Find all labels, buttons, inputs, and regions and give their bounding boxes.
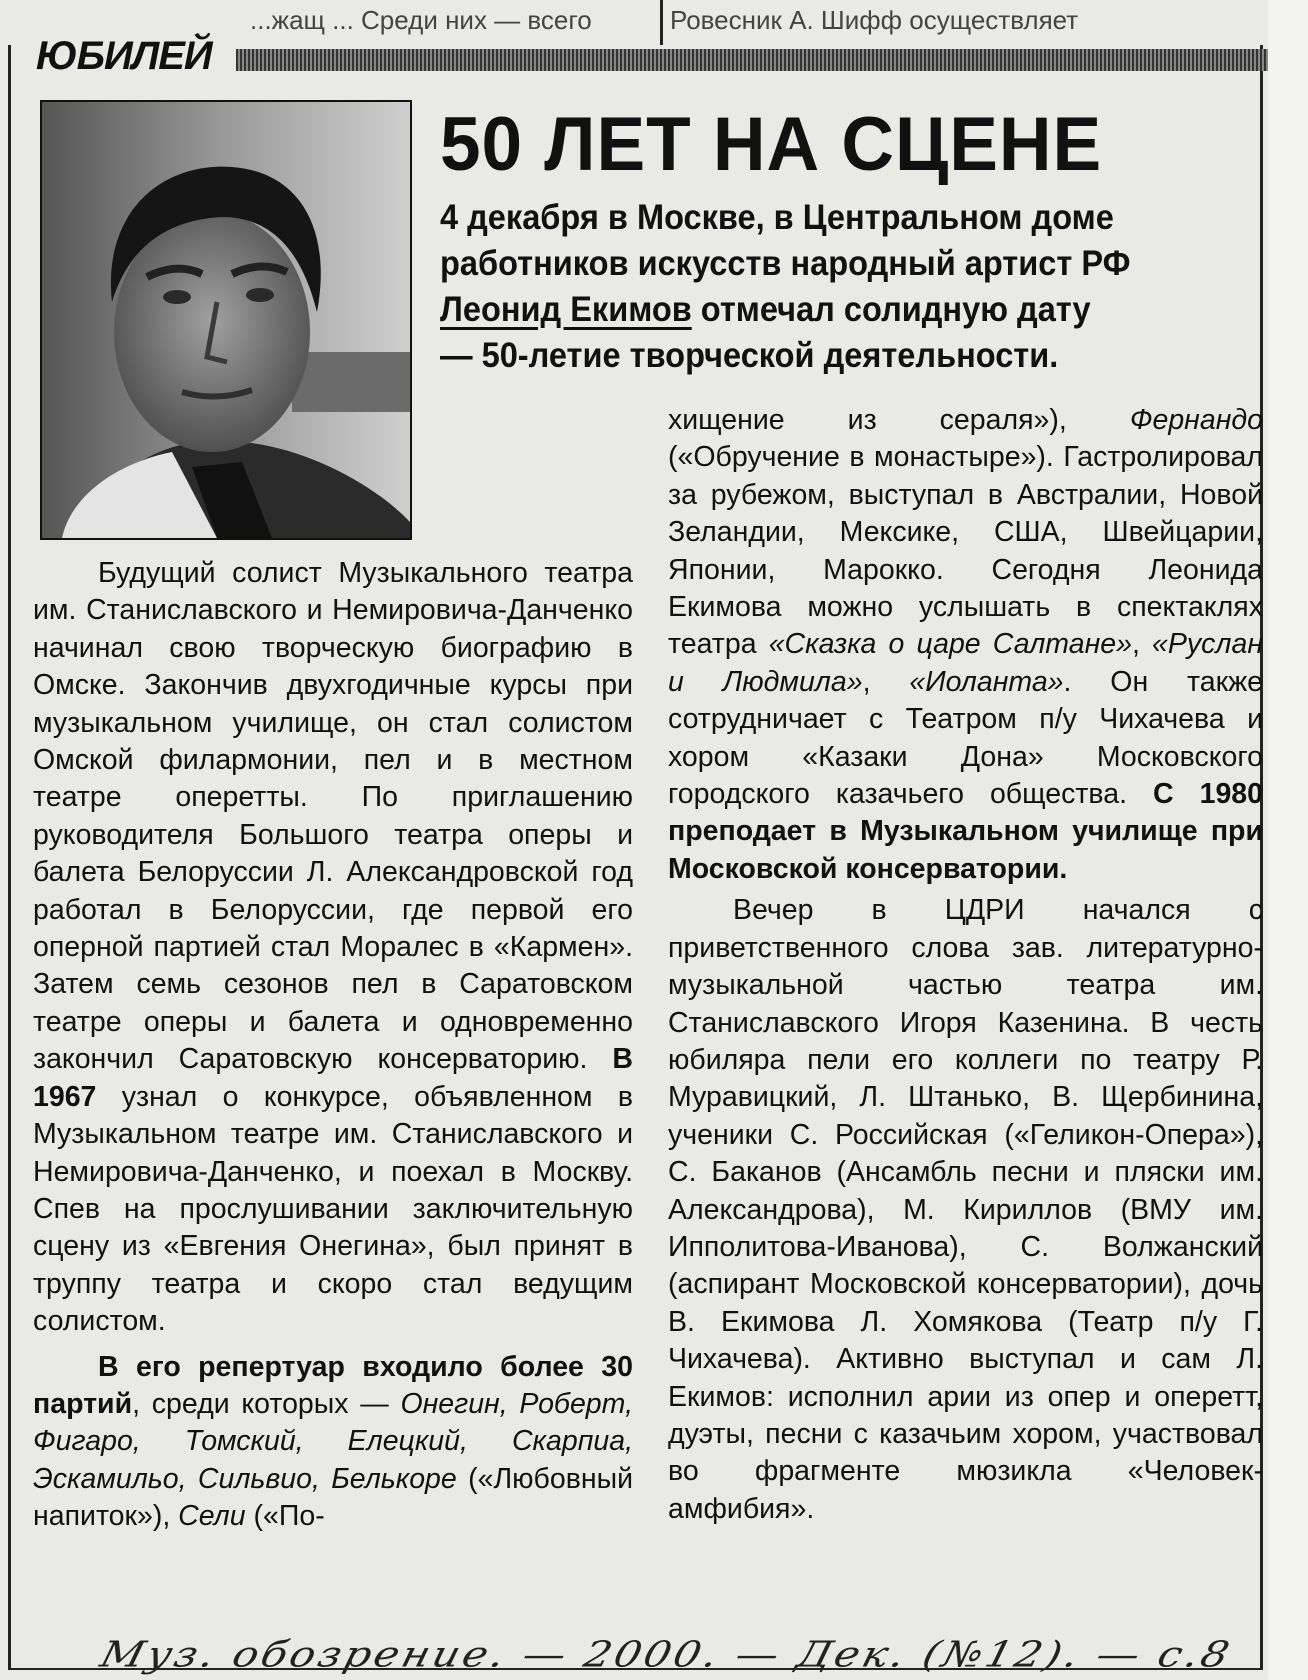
repertoire-text-4: («Обручение в монастыре»). Гастролировал за рубежом, выступал в Австралии, Новой Зеландии, Мексике, США, Швейцарии, Японии, Марокко. Сегодня Леонида Екимова можно услышать в спектаклях театра <box>668 441 1263 661</box>
paragraph-2-continued <box>668 402 1263 888</box>
lead-line-1: 4 декабря в Москве, в Центральном доме <box>440 198 1114 237</box>
repertoire-text-2: («Любовный напиток»), <box>33 1462 633 1533</box>
lead-line-3 <box>440 287 1175 333</box>
paragraph-1-text-a: Будущий солист Музыкального театра им. Станиславского и Немировича-Данченко начинал свою творческую биографию в Омске. Закончив двухгодичные курсы при музыкальном училище, он стал солистом Омской филармонии, пел и в местном театре оперетты. По приглашению руководителя Большого театра оперы и балета Белоруссии Л. Александровской год работал в Белоруссии, где первой его оперной партией стал Моралес в «Кармен». Затем семь сезонов пел в Саратовском театре оперы и балета и одновременно закончил Саратовскую консерваторию. <box>33 557 633 1076</box>
repertoire-text-1: , среди которых — <box>132 1387 401 1420</box>
show-ruslan: «Руслан и Людмила» <box>668 628 1263 698</box>
repertoire-bold: В его репертуар входило более 30 партий <box>33 1350 633 1420</box>
body-column-right <box>668 402 1263 1528</box>
repertoire-role-fernando: Фернандо <box>1129 404 1263 436</box>
paragraph-1-bold: В 1967 <box>33 1043 633 1113</box>
repertoire-text-3-end: хищение из сераля»), <box>668 404 1130 436</box>
paragraph-2-start <box>33 1349 633 1536</box>
rubric-bar <box>236 49 1268 71</box>
top-fragment-left: ...жащ ... Среди них — всего <box>250 5 592 35</box>
show-saltan: «Сказка о царе Салтане» <box>768 628 1132 661</box>
rubric-row <box>36 35 1268 77</box>
page-margin-right <box>1268 0 1308 1680</box>
show-iolanta: «Иоланта» <box>909 665 1064 698</box>
repertoire-text-3-start: («По- <box>245 1500 325 1533</box>
repertoire-roles: Онегин, Роберт, Фигаро, Томский, Елецкий, Скарпиа, Эскамильо, Сильвио, Белькоре <box>33 1387 633 1495</box>
portrait-illustration <box>42 102 410 538</box>
paragraph-3: Вечер в ЦДРИ начался с приветственного слова зав. литературно-музыкальной частью театра им. Станиславского Игоря Казенина. В честь юбиляра пели его коллеги по театру Р. Муравицкий, Л. Штанько, В. Щербинина, ученики С. Российская («Геликон-Опера»), С. Баканов (Ансамбль песни и пляски им. Александрова), М. Кириллов (ВМУ им. Ипполитова-Иванова), С. Волжанский (аспирант Московской консерватории), дочь В. Екимова Л. Хомякова (Театр п/у Г. Чихачева). Активно выступал и сам Л. Екимов: исполнил арии из опер и оперетт, дуэты, песни с казачьим хором, участвовал во фрагменте мюзикла «Человек-амфибия». <box>668 894 1263 1525</box>
show-separator-2: , <box>862 665 910 698</box>
lead-line-2: работников искусств народный артист РФ <box>440 244 1131 283</box>
lead-person-name: Леонид Екимов <box>440 290 692 329</box>
top-fragment-right: Ровесник A. Шифф осуществляет <box>670 5 1079 35</box>
repertoire-text-5: . Он также сотрудничает с Театром п/у Чихачева и хором «Казаки Дона» Московского городского казачьего общества. <box>668 665 1264 811</box>
teaching-bold: С 1980 преподает в Музыкальном училище при Московской консерватории. <box>668 778 1263 885</box>
lead-line-3-rest: отмечал солидную дату <box>691 290 1091 329</box>
handwritten-source-note: Муз. обозрение. — 2000. — Дек. (№12). — с.8 <box>96 1633 1237 1675</box>
show-separator-1: , <box>1131 628 1153 661</box>
body-column-left <box>33 555 633 1536</box>
repertoire-role-seli: Сели <box>178 1500 246 1533</box>
article-title: 50 ЛЕТ НА СЦЕНЕ <box>440 102 1103 187</box>
portrait-photo <box>40 100 412 540</box>
lead-line-4: — 50-летие творческой деятельности. <box>440 336 1059 375</box>
article-lead <box>440 195 1230 379</box>
paragraph-1-text-b: узнал о конкурсе, объявленном в Музыкальном театре им. Станиславского и Немировича-Данченко, и поехал в Москву. Спев на прослушивании заключительную сцену из «Евгения Онегина», был принят в труппу театра и скоро стал ведущим солистом. <box>33 1080 633 1338</box>
rubric-label: ЮБИЛЕЙ <box>36 35 218 77</box>
paragraph-1 <box>33 555 633 1341</box>
